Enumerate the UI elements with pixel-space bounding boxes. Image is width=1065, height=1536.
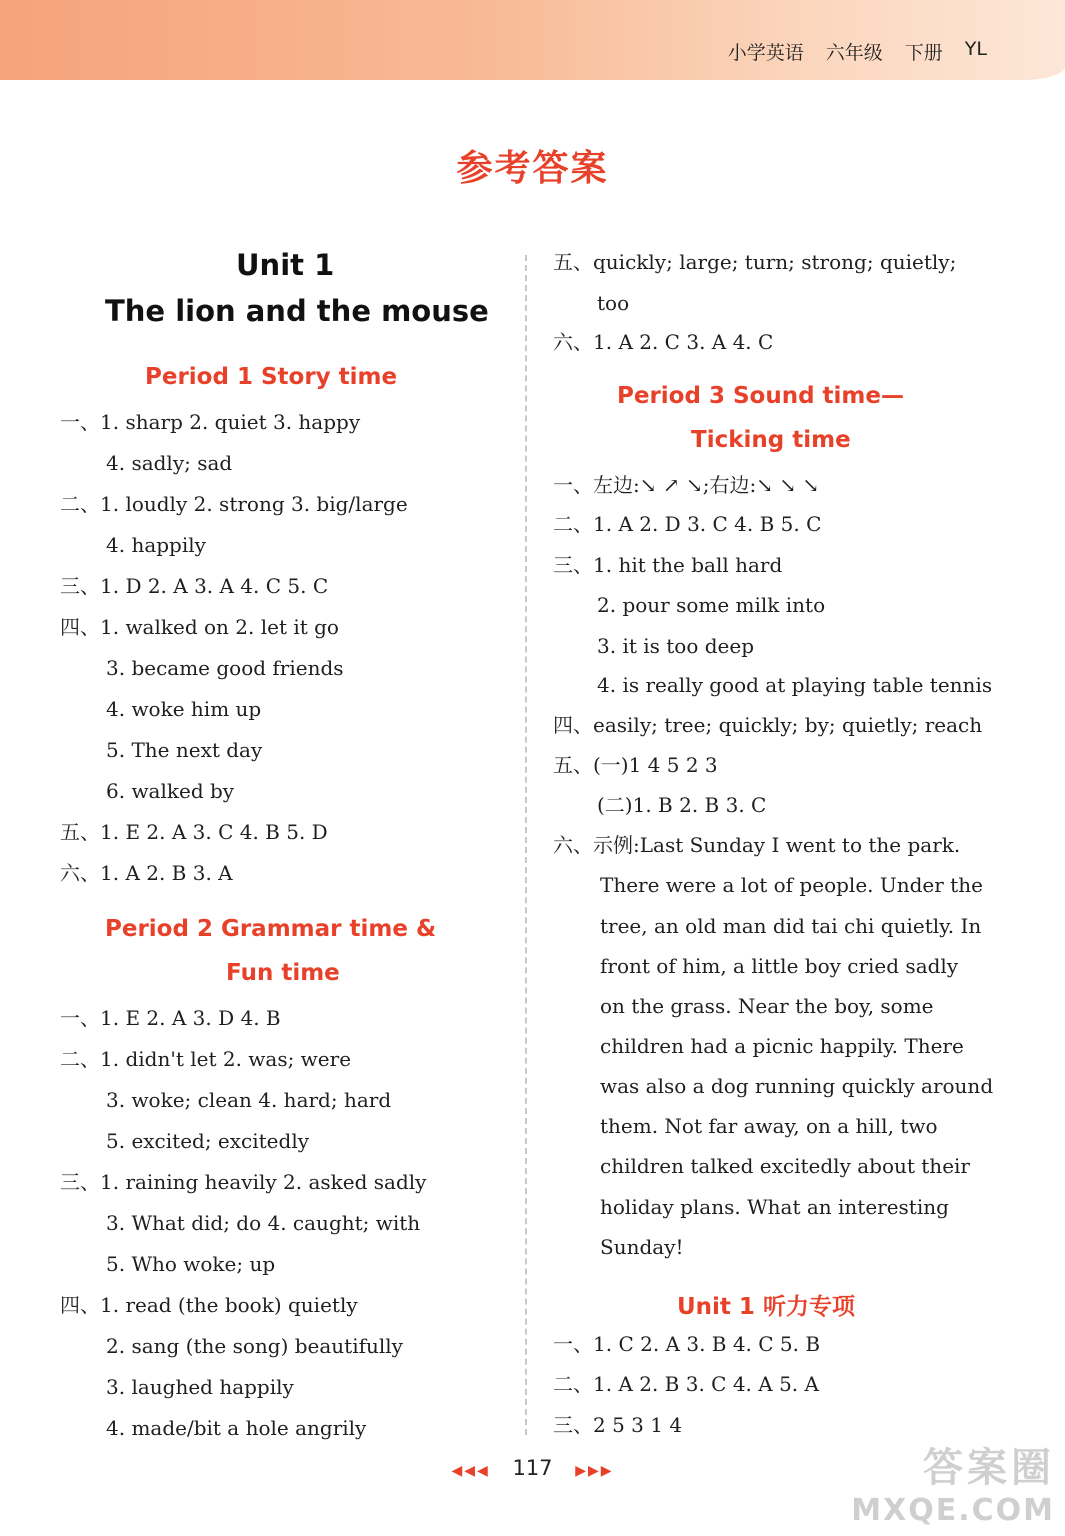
watermark-logo: 答案圈 [923,1445,1055,1491]
page-number: 117 [512,1456,553,1480]
unit-subtitle: The lion and the mouse [105,294,489,328]
answer-line: 一、1. sharp 2. quiet 3. happy [60,410,361,434]
answer-line: 二、1. A 2. D 3. C 4. B 5. C [553,512,822,536]
answer-line: 5. Who woke; up [106,1252,276,1276]
answer-line: 4. sadly; sad [106,451,233,475]
header-subject: 小学英语 [727,42,804,64]
answer-line: children talked excitedly about their [600,1154,970,1178]
answer-line: 二、1. loudly 2. strong 3. big/large [60,492,408,516]
period-1-title: Period 1 Story time [145,364,398,390]
answer-line: 六、1. A 2. B 3. A [60,861,233,885]
header-grade: 六年级 [825,42,883,64]
answer-line: was also a dog running quickly around [600,1074,994,1098]
period-2-title: Period 2 Grammar time & [105,916,437,942]
answer-line: 3. became good friends [106,656,344,680]
answer-line: 一、左边:↘ ↗ ↘;右边:↘ ↘ ↘ [553,473,820,497]
answer-line: 五、quickly; large; turn; strong; quietly; [553,250,957,274]
answer-line: front of him, a little boy cried sadly [600,954,959,978]
answer-line: 6. walked by [106,779,235,803]
answer-line: 3. laughed happily [106,1375,294,1399]
answer-line: them. Not far away, on a hill, two [600,1114,938,1138]
answer-line: (二)1. B 2. B 3. C [597,793,767,817]
answer-line: 六、1. A 2. C 3. A 4. C [553,330,774,354]
answer-line: tree, an old man did tai chi quietly. In [600,914,982,938]
answer-line: holiday plans. What an interesting [600,1195,949,1219]
header-volume: 下册 [904,42,943,64]
watermark [851,1436,1055,1528]
header-edition: YL [964,38,987,60]
answer-line: 5. excited; excitedly [106,1129,310,1153]
answer-line: on the grass. Near the boy, some [600,994,934,1018]
answer-line: 一、1. C 2. A 3. B 4. C 5. B [553,1332,821,1356]
answer-line: 4. happily [106,533,206,557]
answer-line: Sunday! [600,1235,684,1259]
answer-line: 二、1. A 2. B 3. C 4. A 5. A [553,1372,819,1396]
answer-line: 4. made/bit a hole angrily [106,1416,367,1440]
answer-line: 2. pour some milk into [597,593,826,617]
next-arrows-icon: ▶▶▶ [575,1463,614,1479]
answer-line: 四、1. read (the book) quietly [60,1293,358,1317]
answer-line: 3. What did; do 4. caught; with [106,1211,421,1235]
watermark-url: MXQE.COM [851,1493,1055,1528]
period-3-title-cont: Ticking time [691,427,851,453]
answer-line: 三、1. hit the ball hard [553,553,783,577]
period-3-title: Period 3 Sound time— [617,383,904,409]
answer-line: 3. woke; clean 4. hard; hard [106,1088,392,1112]
answer-line: 六、示例:Last Sunday I went to the park. [553,833,961,857]
answer-line: 四、easily; tree; quickly; by; quietly; reach [553,713,983,737]
header-info [728,38,987,65]
answer-line: 二、1. didn't let 2. was; were [60,1047,352,1071]
answer-line: 5. The next day [106,738,263,762]
unit-title: Unit 1 [236,248,335,282]
answer-line: children had a picnic happily. There [600,1034,964,1058]
answer-line: too [597,291,630,315]
listening-title: Unit 1 听力专项 [677,1294,855,1320]
period-2-title-cont: Fun time [226,960,340,986]
answer-line: 3. it is too deep [597,634,755,658]
answer-line: 三、1. raining heavily 2. asked sadly [60,1170,427,1194]
prev-arrows-icon: ◀◀◀ [451,1463,490,1479]
answer-line: 五、(一)1 4 5 2 3 [553,753,718,777]
answer-line: 4. is really good at playing table tennis [597,673,993,697]
answer-line: 三、1. D 2. A 3. A 4. C 5. C [60,574,329,598]
answer-line: There were a lot of people. Under the [600,873,983,897]
page-title: 参考答案 [456,148,609,189]
answer-line: 五、1. E 2. A 3. C 4. B 5. D [60,820,328,844]
answer-line: 一、1. E 2. A 3. D 4. B [60,1006,281,1030]
answer-line: 4. woke him up [106,697,262,721]
answer-line: 2. sang (the song) beautifully [106,1334,403,1358]
column-divider [525,255,527,1435]
answer-line: 三、2 5 3 1 4 [553,1413,683,1437]
answer-line: 四、1. walked on 2. let it go [60,615,339,639]
